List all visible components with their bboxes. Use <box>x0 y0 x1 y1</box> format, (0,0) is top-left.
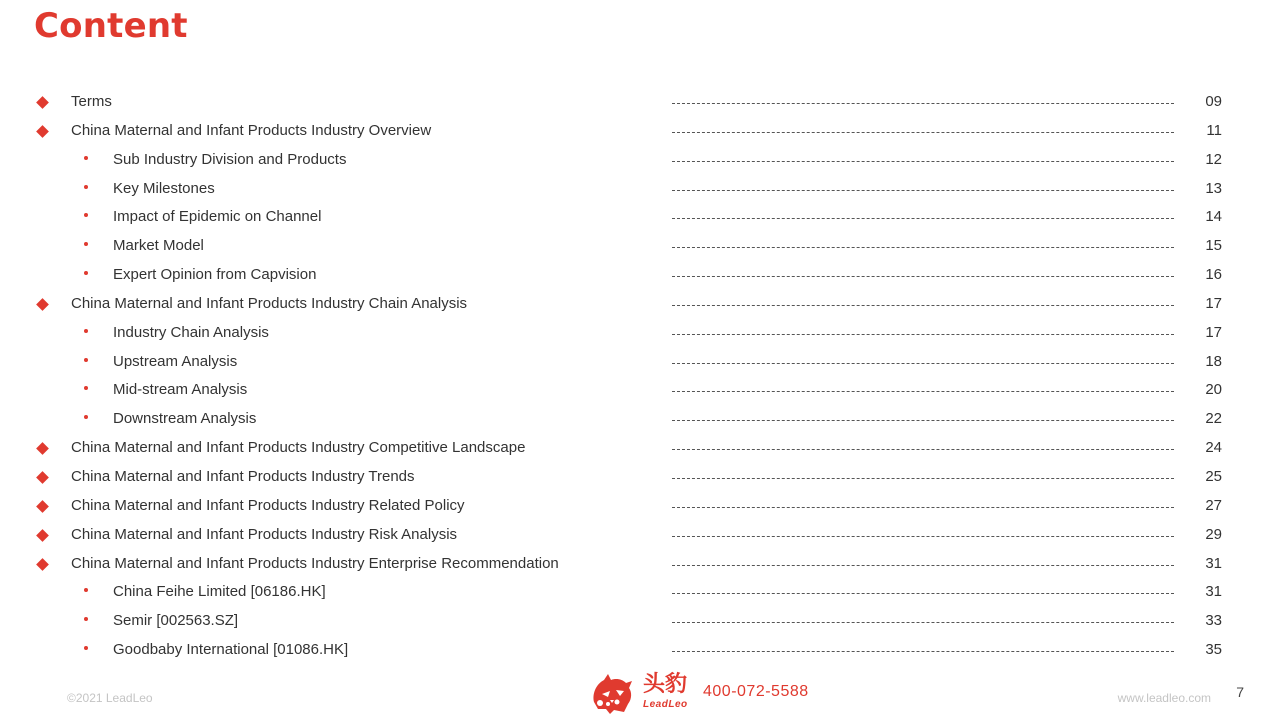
dot-bullet-icon <box>84 185 88 189</box>
toc-entry-label: Goodbaby International [01086.HK] <box>113 641 349 659</box>
diamond-bullet-icon <box>36 529 49 542</box>
toc-page-number: 16 <box>1205 266 1222 284</box>
dot-bullet-icon <box>84 271 88 275</box>
leopard-head-icon <box>590 672 634 714</box>
toc-entry-label: China Maternal and Infant Products Industry Competitive Landscape <box>71 439 526 457</box>
toc-entry-label: China Maternal and Infant Products Industry Chain Analysis <box>71 294 468 312</box>
toc-entry-label: Downstream Analysis <box>113 410 257 428</box>
toc-entry-label: China Maternal and Infant Products Industry Risk Analysis <box>71 525 458 543</box>
toc-page-number: 14 <box>1205 208 1222 226</box>
toc-entry-label: Expert Opinion from Capvision <box>113 266 317 284</box>
toc-page-number: 25 <box>1205 467 1222 485</box>
dotted-leader <box>672 420 1174 421</box>
toc-section-row <box>0 492 1280 521</box>
toc-subsection-row <box>0 232 1280 261</box>
toc-entry-label: Key Milestones <box>113 179 215 197</box>
footer-copyright: ©2021 LeadLeo <box>67 691 153 705</box>
dotted-leader <box>672 218 1174 219</box>
page-number: 7 <box>1236 684 1244 700</box>
toc-page-number: 31 <box>1205 554 1222 572</box>
diamond-bullet-icon <box>36 558 49 571</box>
toc-entry-label: Sub Industry Division and Products <box>113 150 347 168</box>
dotted-leader <box>672 305 1174 306</box>
dot-bullet-icon <box>84 588 88 592</box>
toc-subsection-row <box>0 319 1280 348</box>
toc-subsection-row <box>0 578 1280 607</box>
dotted-leader <box>672 161 1174 162</box>
dot-bullet-icon <box>84 156 88 160</box>
diamond-bullet-icon <box>36 298 49 311</box>
brand-phone: 400-072-5588 <box>703 683 809 700</box>
dot-bullet-icon <box>84 386 88 390</box>
toc-page-number: 33 <box>1205 612 1222 630</box>
toc-entry-label: Semir [002563.SZ] <box>113 612 239 630</box>
toc-page-number: 18 <box>1205 352 1222 370</box>
diamond-bullet-icon <box>36 442 49 455</box>
toc-subsection-row <box>0 405 1280 434</box>
toc-entry-label: China Maternal and Infant Products Industry Overview <box>71 121 432 139</box>
toc-page-number: 29 <box>1205 525 1222 543</box>
dotted-leader <box>672 334 1174 335</box>
dotted-leader <box>672 507 1174 508</box>
dotted-leader <box>672 132 1174 133</box>
toc-page-number: 11 <box>1206 121 1222 139</box>
toc-subsection-row <box>0 203 1280 232</box>
toc-subsection-row <box>0 636 1280 665</box>
brand-logo <box>590 672 820 714</box>
toc-page-number: 27 <box>1205 496 1222 514</box>
dotted-leader <box>672 536 1174 537</box>
page-title: Content <box>34 6 188 46</box>
toc-section-row <box>0 88 1280 117</box>
brand-name-en: LeadLeo <box>643 699 688 710</box>
dotted-leader <box>672 391 1174 392</box>
toc-section-row <box>0 521 1280 550</box>
footer-website: www.leadleo.com <box>1117 691 1211 705</box>
toc-section-row <box>0 434 1280 463</box>
dotted-leader <box>672 363 1174 364</box>
dotted-leader <box>672 651 1174 652</box>
toc-entry-label: China Maternal and Infant Products Industry Related Policy <box>71 496 465 514</box>
toc-section-row <box>0 290 1280 319</box>
toc-subsection-row <box>0 348 1280 377</box>
toc-entry-label: Upstream Analysis <box>113 352 238 370</box>
toc-page-number: 13 <box>1205 179 1222 197</box>
toc-entry-label: Impact of Epidemic on Channel <box>113 208 322 226</box>
dotted-leader <box>672 190 1174 191</box>
diamond-bullet-icon <box>36 96 49 109</box>
dotted-leader <box>672 565 1174 566</box>
dot-bullet-icon <box>84 358 88 362</box>
toc-subsection-row <box>0 376 1280 405</box>
toc-subsection-row <box>0 261 1280 290</box>
toc-entry-label: China Maternal and Infant Products Industry Trends <box>71 467 415 485</box>
dot-bullet-icon <box>84 213 88 217</box>
toc-page-number: 31 <box>1205 583 1222 601</box>
toc-page-number: 17 <box>1205 294 1222 312</box>
toc-entry-label: China Feihe Limited [06186.HK] <box>113 583 326 601</box>
toc-page-number: 17 <box>1205 323 1222 341</box>
dotted-leader <box>672 449 1174 450</box>
dotted-leader <box>672 103 1174 104</box>
toc-page-number: 09 <box>1205 93 1222 110</box>
toc-page-number: 15 <box>1205 237 1222 255</box>
toc-section-row <box>0 117 1280 146</box>
dot-bullet-icon <box>84 646 88 650</box>
toc-page-number: 22 <box>1205 410 1222 428</box>
toc-entry-label: Terms <box>71 93 112 110</box>
dotted-leader <box>672 247 1174 248</box>
dot-bullet-icon <box>84 617 88 621</box>
dotted-leader <box>672 276 1174 277</box>
toc-page-number: 20 <box>1205 381 1222 399</box>
diamond-bullet-icon <box>36 471 49 484</box>
toc-entry-label: Mid-stream Analysis <box>113 381 248 399</box>
dotted-leader <box>672 593 1174 594</box>
dot-bullet-icon <box>84 415 88 419</box>
table-of-contents <box>0 88 1280 665</box>
diamond-bullet-icon <box>36 125 49 138</box>
toc-page-number: 24 <box>1205 439 1222 457</box>
toc-subsection-row <box>0 175 1280 204</box>
toc-entry-label: China Maternal and Infant Products Industry Enterprise Recommendation <box>71 554 559 572</box>
toc-subsection-row <box>0 146 1280 175</box>
dotted-leader <box>672 478 1174 479</box>
toc-entry-label: Industry Chain Analysis <box>113 323 269 341</box>
diamond-bullet-icon <box>36 500 49 513</box>
toc-page-number: 35 <box>1205 641 1222 659</box>
dot-bullet-icon <box>84 242 88 246</box>
toc-entry-label: Market Model <box>113 237 204 255</box>
toc-section-row <box>0 463 1280 492</box>
toc-section-row <box>0 550 1280 579</box>
dot-bullet-icon <box>84 329 88 333</box>
brand-name-cn: 头豹 <box>643 672 688 697</box>
toc-page-number: 12 <box>1205 150 1222 168</box>
dotted-leader <box>672 622 1174 623</box>
toc-subsection-row <box>0 607 1280 636</box>
